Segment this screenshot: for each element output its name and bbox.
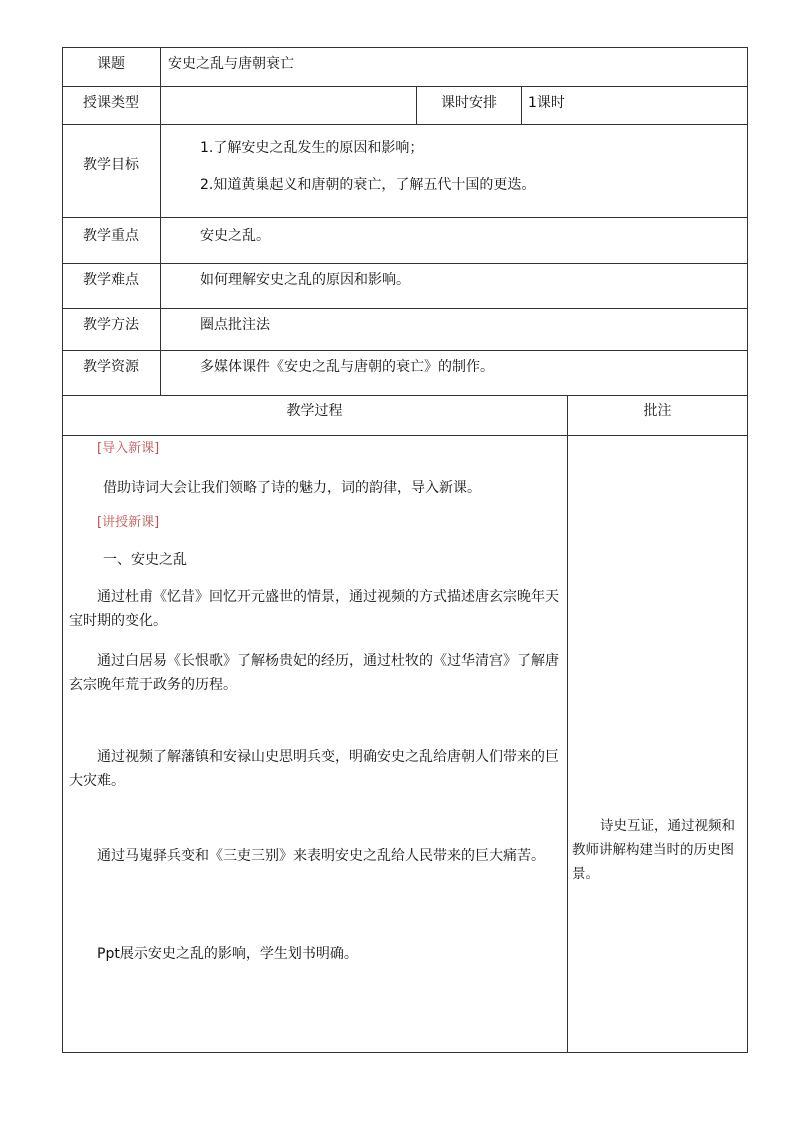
notes-column-header: 批注 <box>643 403 672 419</box>
process-paragraph-5: Ppt展示安史之乱的影响，学生划书明确。 <box>97 946 358 962</box>
difficulty-label: 教学难点 <box>83 272 139 288</box>
goal-item-2: 2.知道黄巢起义和唐朝的衰亡，了解五代十国的更迭。 <box>200 177 536 193</box>
process-paragraph-4: 通过马嵬驿兵变和《三吏三别》来表明安史之乱给人民带来的巨大痛苦。 <box>97 848 545 864</box>
row-divider <box>62 217 748 218</box>
notes-column-divider <box>567 395 568 1053</box>
hours-label: 课时安排 <box>441 95 497 111</box>
row-divider <box>62 124 748 125</box>
key-point-value: 安史之乱。 <box>200 228 270 244</box>
method-label: 教学方法 <box>83 317 139 333</box>
process-paragraph-1: 通过杜甫《忆昔》回忆开元盛世的情景，通过视频的方式描述唐玄宗晚年天宝时期的变化。 <box>69 589 559 629</box>
resource-value: 多媒体课件《安史之乱与唐朝的衰亡》的制作。 <box>200 359 494 375</box>
annotation-note: 诗史互证，通过视频和教师讲解构建当时的历史图景。 <box>572 818 735 882</box>
process-paragraph-2: 通过白居易《长恨歌》了解杨贵妃的经历，通过杜牧的《过华清宫》了解唐玄宗晚年荒于政务的历程。 <box>69 653 559 693</box>
key-point-label: 教学重点 <box>83 228 139 244</box>
title-value: 安史之乱与唐朝衰亡 <box>168 56 294 72</box>
row-divider <box>62 308 748 309</box>
intro-section-tag: [导入新课] <box>97 441 160 456</box>
label-column-divider <box>160 47 161 395</box>
hours-value: 1课时 <box>528 95 565 111</box>
row-divider <box>62 263 748 264</box>
row-divider <box>62 350 748 351</box>
title-label: 课题 <box>97 56 125 72</box>
intro-text: 借助诗词大会让我们领略了诗的魅力，词的韵律，导入新课。 <box>103 480 481 496</box>
process-paragraph-3: 通过视频了解藩镇和安禄山史思明兵变，明确安史之乱给唐朝人们带来的巨大灾难。 <box>69 749 559 789</box>
row-divider <box>62 435 748 436</box>
lecture-section-tag: [讲授新课] <box>97 515 160 530</box>
column-divider <box>521 86 522 124</box>
difficulty-value: 如何理解安史之乱的原因和影响。 <box>200 272 410 288</box>
resource-label: 教学资源 <box>83 359 139 375</box>
method-value: 圈点批注法 <box>200 317 270 333</box>
goals-label: 教学目标 <box>83 157 139 173</box>
row-divider <box>62 86 748 87</box>
goal-item-1: 1.了解安史之乱发生的原因和影响； <box>200 140 424 156</box>
process-column-header: 教学过程 <box>286 403 343 419</box>
section-heading-1: 一、安史之乱 <box>103 552 187 568</box>
row-divider <box>62 395 748 396</box>
type-label: 授课类型 <box>83 95 139 111</box>
